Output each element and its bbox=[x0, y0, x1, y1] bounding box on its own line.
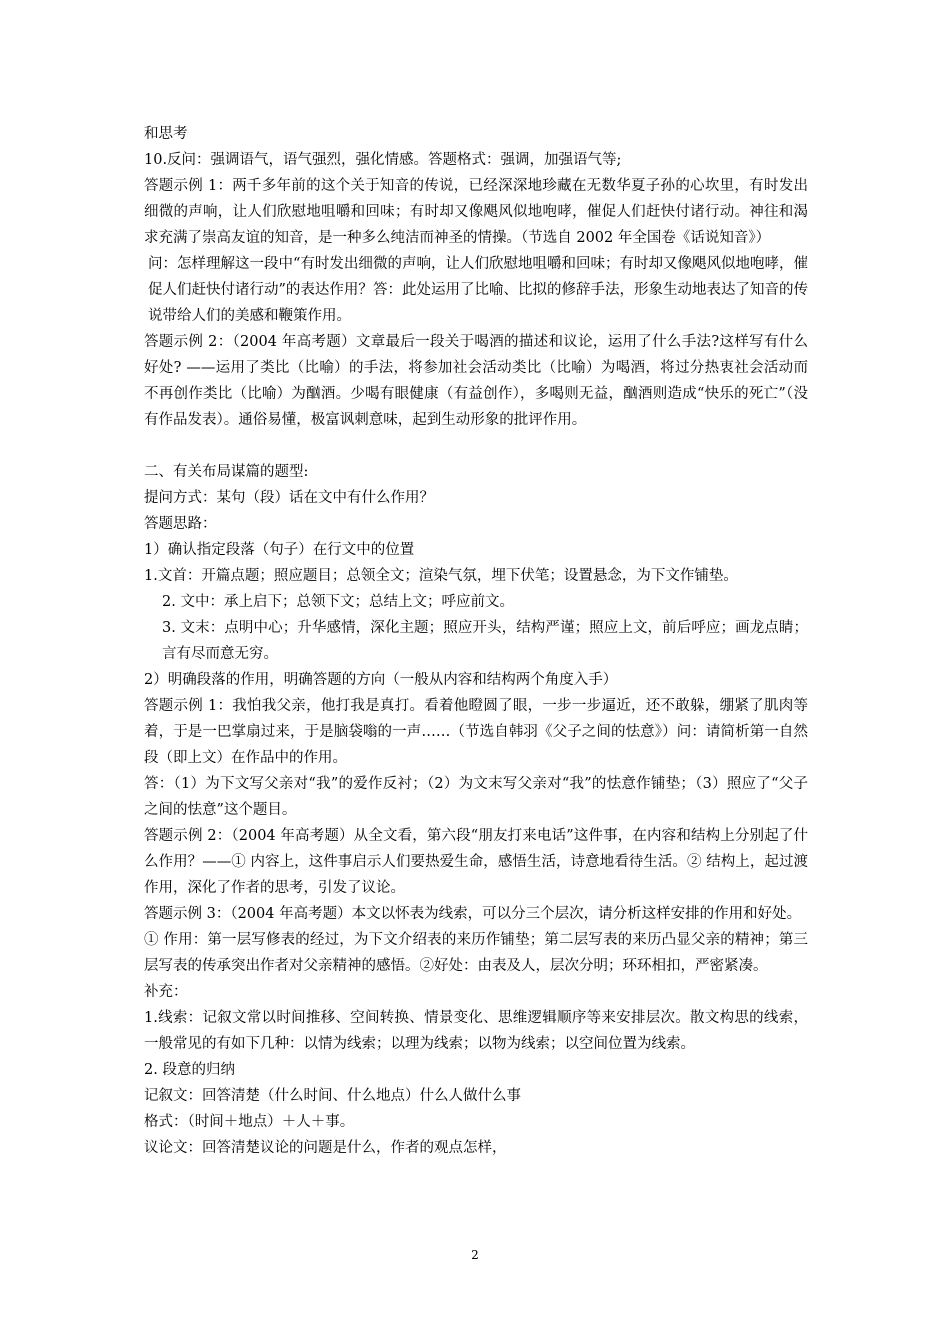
paragraph-example-2: 答题示例 2：（2004 年高考题）文章最后一段关于喝酒的描述和议论，运用了什么手法?这样写有什么好处? ——运用了类比（比喻）的手法，将参加社会活动类比（比喻）为喝酒，将过分热衷社会活动而不再创作类比（比喻）为酗酒。少喝有眼健康（有益创作），多喝则无益，酗酒则造成“快乐的死亡”（没有作品发表）。通俗易懂，极富讽刺意味，起到生动形象的批评作用。 bbox=[144, 334, 808, 428]
paragraph-position-middle: 2. 文中：承上启下；总领下文；总结上文；呼应前文。 bbox=[162, 594, 514, 610]
paragraph-answer-father: 答：（1）为下文写父亲对“我”的爱作反衬；（2）为文末写父亲对“我”的怯意作铺垫；（3）照应了“父子之间的怯意”这个题目。 bbox=[144, 776, 808, 818]
paragraph-example-1: 答题示例 1：两千多年前的这个关于知音的传说，已经深深地珍藏在无数华夏子孙的心坎里，有时发出细微的声响，让人们欣慰地咀嚼和回味；有时却又像飓风似地咆哮，催促人们赶快付诸行动。神往和渴求充满了崇高友谊的知音，是一种多么纯洁而神圣的情操。（节选自 2002 年全国卷《话说知音》） bbox=[144, 178, 808, 246]
paragraph-step-2: 2）明确段落的作用，明确答题的方向（一般从内容和结构两个角度入手） bbox=[144, 672, 618, 688]
paragraph-question-form: 提问方式：某句（段）话在文中有什么作用？ bbox=[144, 490, 434, 506]
paragraph-step-1: 1）确认指定段落（句子）在行文中的位置 bbox=[144, 542, 415, 558]
paragraph-clue: 1.线索：记叙文常以时间推移、空间转换、情景变化、思维逻辑顺序等来安排层次。散文构思的线索，一般常见的有如下几种：以情为线索；以理为线索；以物为线索；以空间位置为线索。 bbox=[144, 1010, 808, 1052]
paragraph-answer-watch: ① 作用：第一层写修表的经过，为下文介绍表的来历作铺垫；第二层写表的来历凸显父亲的精神；第三层写表的传承突出作者对父亲精神的感悟。②好处：由表及人，层次分明；环环相扣，严密紧凑。 bbox=[144, 932, 808, 974]
paragraph-position-start: 1.文首：开篇点题；照应题目；总领全文；渲染气氛，埋下伏笔；设置悬念，为下文作铺垫。 bbox=[144, 568, 738, 584]
blank-line bbox=[144, 433, 808, 459]
section-heading-structure: 二、有关布局谋篇的题型: bbox=[144, 464, 309, 480]
paragraph-example-father: 答题示例 1：我怕我父亲，他打我是真打。看着他瞪圆了眼，一步一步逼近，还不敢躲，绷紧了肌肉等着，于是一巴掌扇过来，于是脑袋嗡的一声……（节选自韩羽《父子之间的怯意》）问：请简析第一自然段（即上文）在作品中的作用。 bbox=[144, 698, 808, 766]
paragraph-position-end: 3. 文末：点明中心；升华感情，深化主题；照应开头，结构严谨；照应上文，前后呼应；画龙点睛；言有尽而意无穷。 bbox=[162, 620, 808, 662]
paragraph-example-phone: 答题示例 2：（2004 年高考题）从全文看，第六段“朋友打来电话”这件事，在内容和结构上分别起了什么作用？——① 内容上，这件事启示人们要热爱生命，感悟生活，诗意地看待生活。② 结构上，起过渡作用，深化了作者的思考，引发了议论。 bbox=[144, 828, 808, 896]
page-number: 2 bbox=[471, 1248, 479, 1262]
paragraph-answer-approach: 答题思路： bbox=[144, 516, 217, 532]
document-page bbox=[144, 121, 808, 1161]
paragraph-example-watch: 答题示例 3：（2004 年高考题）本文以怀表为线索，可以分三个层次，请分析这样安排的作用和好处。 bbox=[144, 906, 802, 922]
paragraph-narrative: 记叙文：回答清楚（什么时间、什么地点）什么人做什么事 bbox=[144, 1088, 521, 1104]
paragraph-question-answer: 问：怎样理解这一段中“有时发出细微的声响，让人们欣慰地咀嚼和回味；有时却又像飓风似地咆哮，催促人们赶快付诸行动”的表达作用？答：此处运用了比喻、比拟的修辞手法，形象生动地表达了知音的传说带给人们的美感和鞭策作用。 bbox=[148, 256, 808, 324]
paragraph-format: 格式：（时间＋地点）＋人＋事。 bbox=[144, 1114, 355, 1130]
paragraph-supplement: 补充： bbox=[144, 984, 188, 1000]
paragraph-summary-heading: 2. 段意的归纳 bbox=[144, 1062, 235, 1078]
paragraph-rhetorical-question: 10.反问：强调语气，语气强烈，强化情感。答题格式：强调，加强语气等; bbox=[144, 152, 622, 168]
paragraph-argumentative: 议论文：回答清楚议论的问题是什么，作者的观点怎样， bbox=[144, 1140, 507, 1156]
paragraph-heading-fragment: 和思考 bbox=[144, 126, 188, 142]
